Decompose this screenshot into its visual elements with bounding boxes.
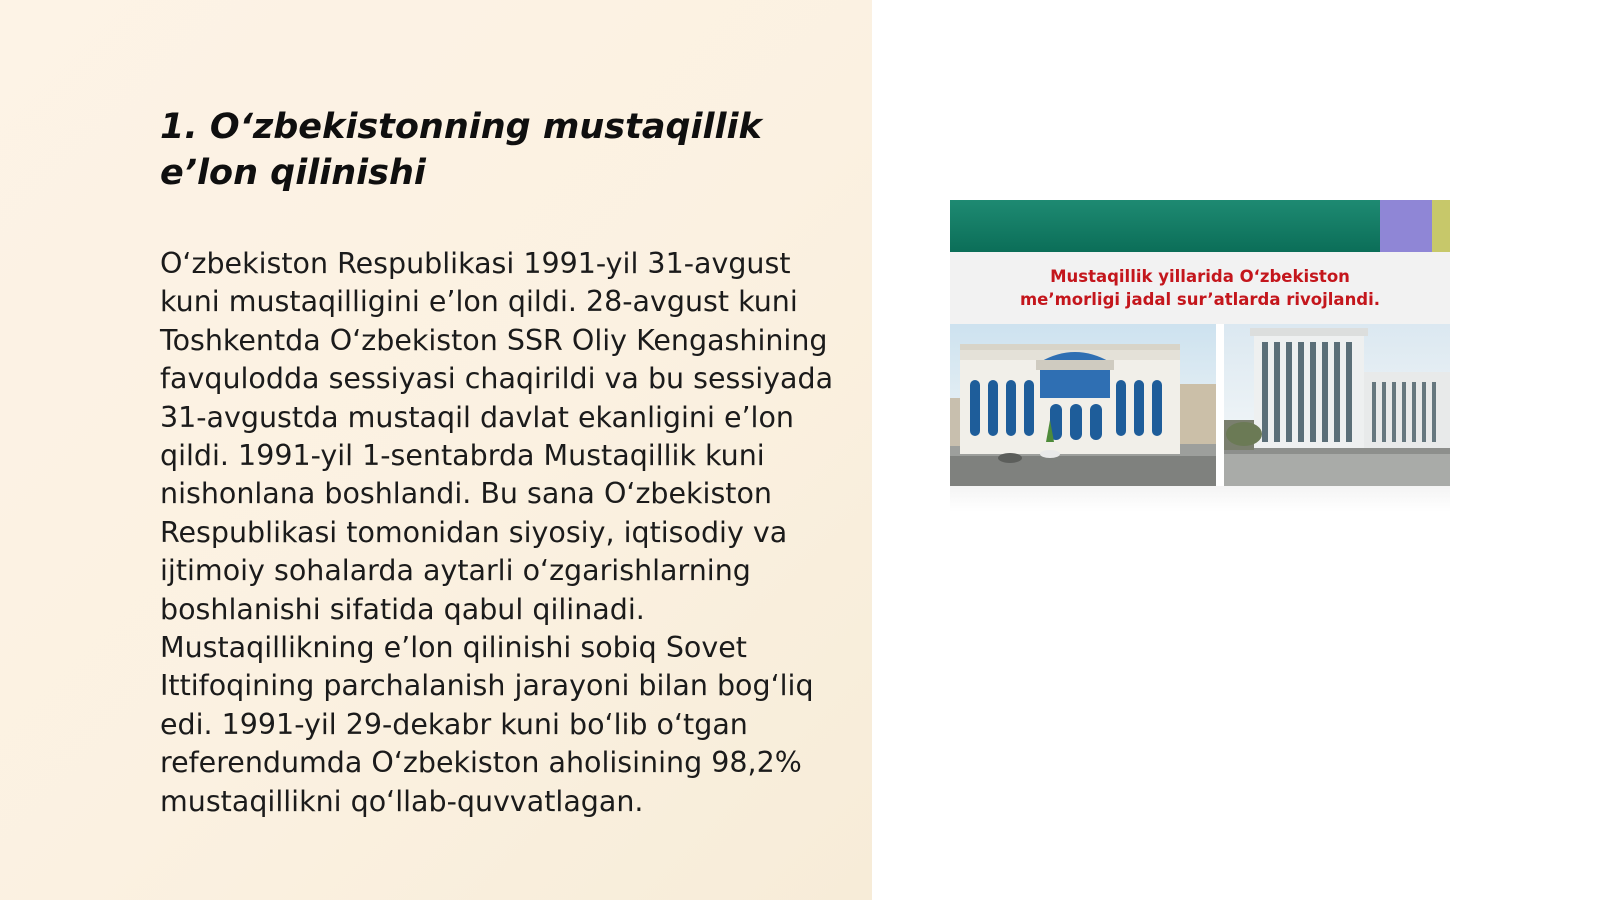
header-band-violet [1380, 200, 1432, 252]
image-bottom-fade [950, 486, 1450, 512]
header-band-olive [1432, 200, 1450, 252]
building-photo-right [1224, 324, 1450, 486]
header-band-green [950, 200, 1380, 252]
slide-title: 1. O‘zbekistonning mustaqillik e’lon qilinishi [160, 107, 762, 193]
slide-body-text: O‘zbekiston Respublikasi 1991-yil 31-avgust kuni mustaqilligini e’lon qildi. 28-avgust kuni Toshkentda O‘zbekiston SSR Oliy Kengashining favqulodda sessiyasi chaqirildi va bu sessiyada 31-avgustda mustaqil davlat ekanligini e’lon qildi. 1991-yil 1-sentabrda Mustaqillik kuni nishonlana boshlandi. Bu sana O‘zbekiston Respublikasi tomonidan siyosiy, iqtisodiy va ijtimoiy sohalarda aytarli o‘zgarishlarning boshlanishi sifatida qabul qilinadi. Mustaqillikning e’lon qilinishi sobiq Sovet Ittifoqining parchalanish jarayoni bilan bog‘liq edi. 1991-yil 29-dekabr kuni bo‘lib o‘tgan referendumda O‘zbekiston aholisining 98,2% mustaqillikni qo‘llab-quvvatlagan. [160, 247, 834, 818]
image-caption-line-2: me’morligi jadal sur’atlarda rivojlandi. [1019, 290, 1381, 309]
building-photo-left [950, 324, 1216, 486]
image-caption [950, 252, 1450, 324]
architecture-image [950, 200, 1450, 512]
image-caption-line-1: Mustaqillik yillarida O‘zbekiston [1050, 267, 1350, 286]
